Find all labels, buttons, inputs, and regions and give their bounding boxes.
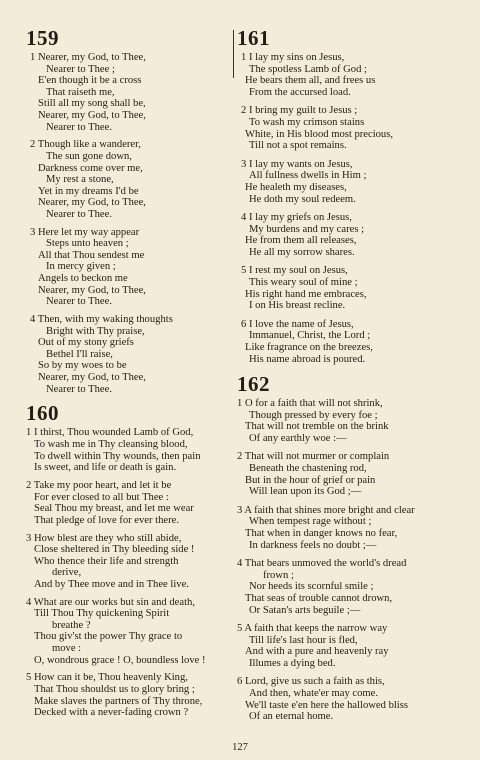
verse-line: Nearer to Thee.: [46, 121, 112, 133]
verse: [26, 597, 231, 667]
verse: [26, 427, 231, 473]
right-column: [237, 26, 443, 729]
hymn-161: [237, 26, 443, 365]
verse-line: frown ;: [263, 569, 294, 581]
verse: [237, 319, 443, 366]
verse-line: Still all my song shall be,: [38, 98, 146, 110]
verse-line: Immanuel, Christ, the Lord ;: [249, 330, 371, 342]
verse-line: That seas of trouble cannot drown,: [245, 592, 393, 604]
verse-line: 4 Then, with my waking thoughts: [30, 314, 173, 326]
verse-line: The sun gone down,: [46, 150, 132, 162]
verse-line: He from them all releases,: [245, 235, 357, 247]
verse-line: 2 That will not murmer or complain: [237, 451, 390, 463]
verse: [237, 265, 443, 312]
verse-line: Nearer to Thee ;: [46, 63, 115, 75]
verse-line: That Thou shouldst us to glory bring ;: [34, 684, 195, 695]
verse-line: 5 How can it be, Thou heavenly King,: [26, 672, 188, 684]
verse-line: I on His breast recline.: [249, 300, 346, 312]
verse-line: All that Thou sendest me: [38, 249, 145, 261]
verse-line: He doth my soul redeem.: [249, 193, 356, 205]
verse-line: Illumes a dying bed.: [249, 657, 336, 669]
verse-line: Nearer to Thee.: [46, 296, 112, 308]
verse: [237, 212, 443, 259]
verse-line: breathe ?: [52, 619, 91, 631]
verse-line: Nearer, my God, to Thee,: [38, 284, 146, 296]
verse-line: Beneath the chastening rod,: [249, 462, 367, 474]
verse-line: He healeth my diseases,: [245, 182, 347, 194]
verse-line: 1 I lay my sins on Jesus,: [241, 52, 345, 63]
verse-line: Angels to beckon me: [38, 273, 128, 285]
verse-line: O, wondrous grace ! O, boundless love !: [34, 654, 206, 666]
verse-line: Seal Thou my breast, and let me wear: [34, 503, 194, 515]
verse: [26, 227, 231, 308]
verse-line: Bethel I'll raise,: [46, 348, 113, 360]
hymn-number: 162: [237, 371, 270, 396]
verse-line: Nearer, my God, to Thee,: [38, 197, 146, 209]
verse-line: 3 I lay my wants on Jesus,: [241, 158, 353, 170]
verse-line: That will not tremble on the brink: [245, 421, 389, 433]
verse-line: From the accursed load.: [249, 87, 351, 99]
verse-line: 4 I lay my griefs on Jesus,: [241, 211, 352, 223]
verse-line: Yet in my dreams I'd be: [38, 185, 139, 197]
verse-line: And then, whate'er may come.: [249, 687, 378, 699]
verse-line: Make slaves the partners of Thy throne,: [34, 695, 203, 707]
verse: [26, 533, 231, 591]
verse-line: For ever closed to all but Thee :: [34, 491, 169, 503]
verse-line: Is sweet, and life or death is gain.: [34, 462, 177, 474]
verse-line: 3 How blest are they who still abide,: [26, 532, 182, 544]
verse-line: Out of my stony griefs: [38, 337, 134, 349]
left-column: [26, 26, 231, 725]
verse-line: Till Thou Thy quickening Spirit: [34, 608, 170, 620]
verse-line: That pledge of love for ever there.: [34, 514, 180, 526]
verse: [237, 505, 443, 552]
hymn-162: [237, 372, 443, 723]
verse-line: 1 I thirst, Thou wounded Lamb of God,: [26, 427, 194, 439]
verse-line: Will lean upon its God ;—: [249, 486, 362, 498]
verse-line: And by Thee move and in Thee live.: [34, 578, 189, 590]
verse-line: In darkness feels no doubt ;—: [249, 539, 377, 551]
verse-line: He bears them all, and frees us: [245, 75, 376, 87]
verse-line: 1 O for a faith that will not shrink,: [237, 397, 383, 409]
verse: [237, 558, 443, 617]
verse-line: 5 A faith that keeps the narrow way: [237, 622, 388, 634]
verse-line: Or Satan's arts beguile ;—: [249, 604, 361, 616]
verse-line: 6 I love the name of Jesus,: [241, 318, 354, 330]
verse-line: Nor heeds its scornful smile ;: [249, 581, 374, 593]
verse-line: 6 Lord, give us such a faith as this,: [237, 676, 385, 688]
verse: [26, 480, 231, 526]
verse: [26, 52, 231, 133]
verse-line: Of any earthly woe :—: [249, 432, 347, 444]
verse: [237, 451, 443, 498]
verse-line: And with a pure and heavenly ray: [245, 646, 389, 658]
verse-line: Though pressed by every foe ;: [249, 409, 378, 421]
verse-line: Steps unto heaven ;: [46, 238, 129, 250]
verse-line: 4 That bears unmoved the world's dread: [237, 557, 407, 569]
verse: [237, 159, 443, 206]
verse-line: The spotless Lamb of God ;: [249, 63, 367, 75]
verse-line: This weary soul of mine ;: [249, 276, 358, 288]
verse-line: Decked with a never-fading crown ?: [34, 707, 189, 719]
page-number: 127: [232, 742, 248, 753]
verse: [237, 52, 443, 99]
verse-line: My burdens and my cares ;: [249, 223, 365, 235]
verse-line: He all my sorrow shares.: [249, 247, 355, 259]
verse-line: Close sheltered in Thy bleeding side !: [34, 544, 195, 556]
hymn-number: 159: [26, 26, 59, 50]
verse-line: When tempest rage without ;: [249, 516, 372, 528]
verse: [237, 623, 443, 670]
verse-line: 2 Take my poor heart, and let it be: [26, 479, 172, 491]
verse: [26, 314, 231, 395]
verse-line: To wash me in Thy cleansing blood,: [34, 438, 188, 450]
verse-line: Who thence their life and strength: [34, 555, 179, 567]
verse-line: To dwell within Thy wounds, then pain: [34, 450, 201, 462]
verse-line: Nearer to Thee.: [46, 208, 112, 220]
verse-line: Till life's last hour is fled,: [249, 634, 358, 646]
hymn-159: [26, 26, 231, 395]
hymn-160: [26, 401, 231, 718]
verse-line: 3 Here let my way appear: [30, 226, 140, 238]
verse: [26, 672, 231, 718]
verse-line: Bright with Thy praise,: [46, 325, 145, 337]
verse-line: So by my woes to be: [38, 360, 127, 372]
verse-line: Nearer to Thee.: [46, 383, 112, 395]
verse-line: Thou giv'st the power Thy grace to: [34, 631, 183, 643]
verse-line: That when in danger knows no fear,: [245, 527, 398, 539]
verse-line: In mercy given ;: [46, 261, 116, 273]
verse-line: E'en though it be a cross: [38, 75, 142, 87]
verse-line: 3 A faith that shines more bright and clear: [237, 504, 415, 516]
verse: [237, 105, 443, 152]
hymn-number: 160: [26, 401, 59, 426]
verse-line: 2 Though like a wanderer,: [30, 139, 141, 151]
verse: [26, 139, 231, 220]
verse-line: Till not a spot remains.: [249, 140, 347, 152]
verse-line: Darkness come over me,: [38, 162, 143, 174]
verse-line: Nearer, my God, to Thee,: [38, 372, 146, 383]
verse-line: move :: [52, 643, 82, 655]
verse-line: Nearer, my God, to Thee,: [38, 109, 146, 121]
verse-line: 5 I rest my soul on Jesus,: [241, 265, 348, 277]
verse-line: All fullness dwells in Him ;: [249, 170, 367, 182]
verse-line: That raiseth me,: [46, 86, 115, 98]
verse-line: His name abroad is poured.: [249, 353, 366, 365]
verse-line: 1 Nearer, my God, to Thee,: [30, 52, 146, 63]
verse-line: His right hand me embraces,: [245, 288, 367, 300]
hymn-number: 161: [237, 26, 270, 50]
verse-line: Like fragrance on the breezes,: [245, 341, 373, 353]
verse-line: derive,: [52, 567, 82, 579]
verse: [237, 676, 443, 723]
verse-line: We'll taste e'en here the hallowed bliss: [245, 699, 408, 711]
verse-line: White, in His blood most precious,: [245, 128, 394, 140]
verse-line: 4 What are our works but sin and death,: [26, 596, 195, 608]
verse: [237, 398, 443, 445]
verse-line: 2 I bring my guilt to Jesus ;: [241, 105, 358, 117]
verse-line: To wash my crimson stains: [249, 117, 365, 129]
column-divider: [233, 30, 234, 78]
verse-line: My rest a stone,: [46, 174, 114, 186]
verse-line: But in the hour of grief or pain: [245, 474, 376, 486]
verse-line: Of an eternal home.: [249, 711, 334, 723]
